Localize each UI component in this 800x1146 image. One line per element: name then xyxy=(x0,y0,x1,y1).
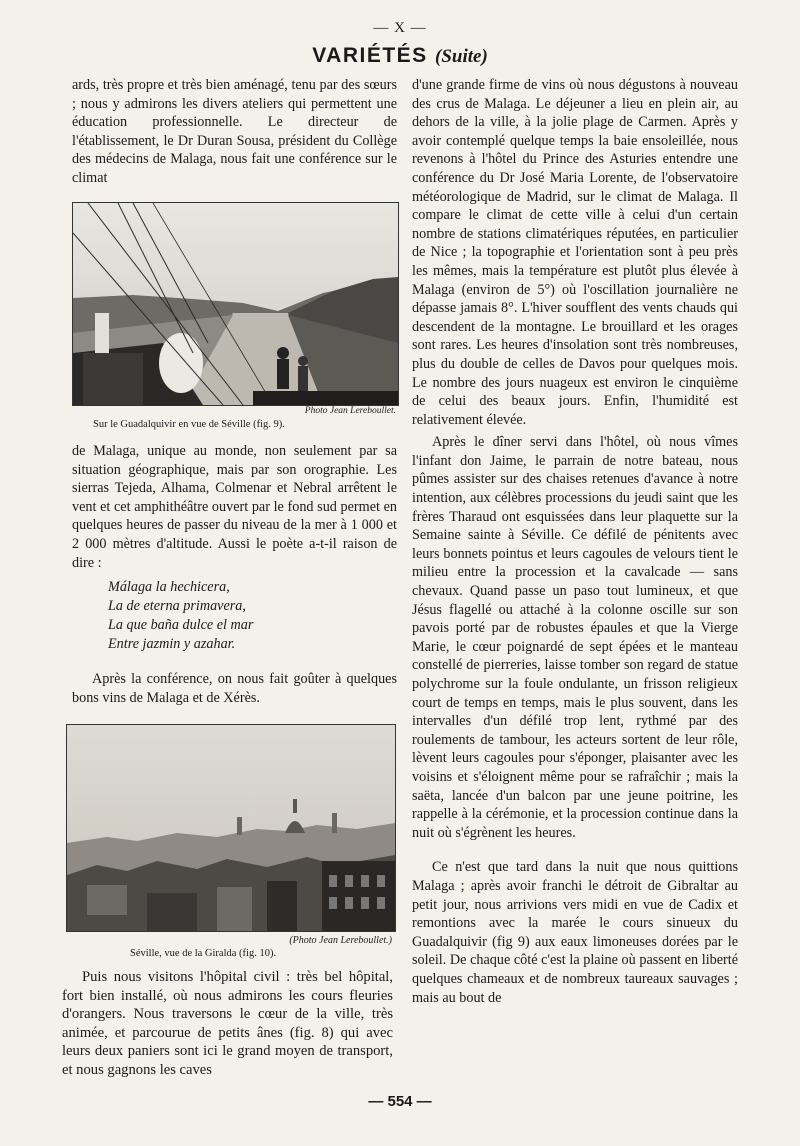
poem-line: La que baña dulce el mar xyxy=(108,617,254,634)
left-column-bottom xyxy=(62,968,393,1080)
figure-10-photo xyxy=(66,724,396,932)
left-paragraph-2: de Malaga, unique au monde, non seulement par sa situation géographique, mais par son orographie. Les sierras Tejeda, Alhama, Colmenar et Nebral arrêtent le vent et cet amphithéâtre ouvert par le fond sud permet en quelques heures de passer du niveau de la mer à 1 000 et 2 000 mètres d'altitude. Aussi le poète a-t-il raison de dire : xyxy=(72,443,397,571)
title-text: VARIÉTÉS xyxy=(312,44,428,67)
figure-10-credit: (Photo Jean Lereboullet.) xyxy=(289,935,392,946)
left-column-top xyxy=(72,76,397,188)
poem-line: Entre jazmin y azahar. xyxy=(108,636,236,653)
figure-9-photo xyxy=(72,202,399,406)
page-number: — 554 — xyxy=(368,1093,432,1110)
left-column-middle xyxy=(72,442,397,707)
poem xyxy=(108,578,397,654)
page-title xyxy=(0,44,800,68)
poem-line: La de eterna primavera, xyxy=(108,598,246,615)
seville-rooftops-illustration xyxy=(67,725,395,931)
right-paragraph-3: Ce n'est que tard dans la nuit que nous quittions Malaga ; après avoir franchi le détroit de Gibraltar au petit jour, nous arrivions vers midi en vue de Cadix et remontions avec la marée le cours sinueux du Guadalquivir (fig 9) aux eaux limoneuses dorées par le soleil. De chaque côté c'est la plaine où passent en liberté quelques chameaux et de nombreux taureaux sauvages ; mais au bout de xyxy=(412,859,738,1006)
left-paragraph-4: Puis nous visitons l'hôpital civil : très bel hôpital, fort bien installé, où nous admirons les cours fleuries d'orangers. Nous traversons le cœur de la ville, très animée, et parcourue de petits ânes (fig. 8) qui avec leurs deux paniers sont ici le grand moyen de transport, et nous gagnons les caves xyxy=(62,969,393,1078)
right-column xyxy=(412,76,738,1007)
left-paragraph-1: ards, très propre et très bien aménagé, tenu par des sœurs ; nous y admirons les divers ateliers qui permettent une éducation professionnelle. Le directeur de l'établissement, le Dr Duran Sousa, président du Collège des médecins de Malaga, nous fait une conférence sur le climat xyxy=(72,77,397,186)
figure-9-credit: Photo Jean Lereboullet. xyxy=(304,406,396,416)
right-paragraph-1: d'une grande firme de vins où nous dégustons à nouveau des crus de Malaga. Le déjeuner a lieu en plein air, au dehors de la ville, à la jolie plage de Carmen. Après y avoir contemplé quelque temps la baie ensoleillée, nous revenons à l'hôtel du Prince des Asturies entendre une conférence du Dr José Maria Lorente, de l'observatoire météorologique de Madrid, sur le climat de Malaga. Il compare le climat de cette ville à celui d'un certain nombre de stations climatériques réputées, en particulier de Nice ; la topographie et l'orientation sont à peu près les mêmes, mais la température est plutôt plus élevée à Malaga (environ de 5°) où l'oscillation journalière ne dépasse jamais 8°. L'hiver soufflent des vents chauds qui descendent de la montagne. Le brouillard et les orages sont rares. Les heures d'insolation sont très nombreuses, plus du double de celles de Davos pour quelques mois. Le nombre des jours nuageux est environ le cinquième de celui des beaux jours. Enfin, l'humidité est relativement élevée. xyxy=(412,77,738,428)
section-number: — X — xyxy=(373,20,427,36)
left-paragraph-3: Après la conférence, on nous fait goûter à quelques bons vins de Malaga et de Xérès. xyxy=(72,671,397,706)
figure-10-caption: Séville, vue de la Giralda (fig. 10). xyxy=(130,948,277,959)
title-suite: (Suite) xyxy=(435,46,488,67)
figure-9-caption: Sur le Guadalquivir en vue de Séville (fig. 9). xyxy=(93,419,285,430)
poem-line: Málaga la hechicera, xyxy=(108,579,230,596)
right-paragraph-2: Après le dîner servi dans l'hôtel, où nous vîmes l'infant don Jaime, le parrain de notre bateau, nous pûmes assister sur des chaises retenues d'avance à notre intention, aux célèbres processions du jeudi saint que les frères Tharaud ont esquissées dans leur plaquette sur la Semaine sainte à Séville. Ce défilé de pénitents avec leurs bonnets pointus et leurs cagoules de velours tient le milieu entre la procession et la cavalcade — sans chevaux. Quand passe un paso tout lumineux, et que Jésus flagellé ou attaché à la colonne oscille sur son pavois porté par de robustes épaules et que la Vierge Marie, le cœur poignardé de sept épées et le manteau constellé de pierreries, laisse tomber son regard de statue polychrome sur la foule ondulante, un frisson religieux court de temps en temps, mais le plus souvent, dans les intervalles d'un défilé trop lent, rythmé par des roulements de tambour, les acteurs sortent de leur rôle, lèvent leurs cagoules pour s'éponger, plaisanter avec les voisins et s'éloignent même pour se rafraîchir ; mais la saëta, lancée d'un balcon par une jeune poitrine, les rappelle à la cérémonie, et la procession continue dans la nuit où s'égrènent les heures. xyxy=(412,434,738,841)
river-ship-illustration xyxy=(73,203,398,405)
